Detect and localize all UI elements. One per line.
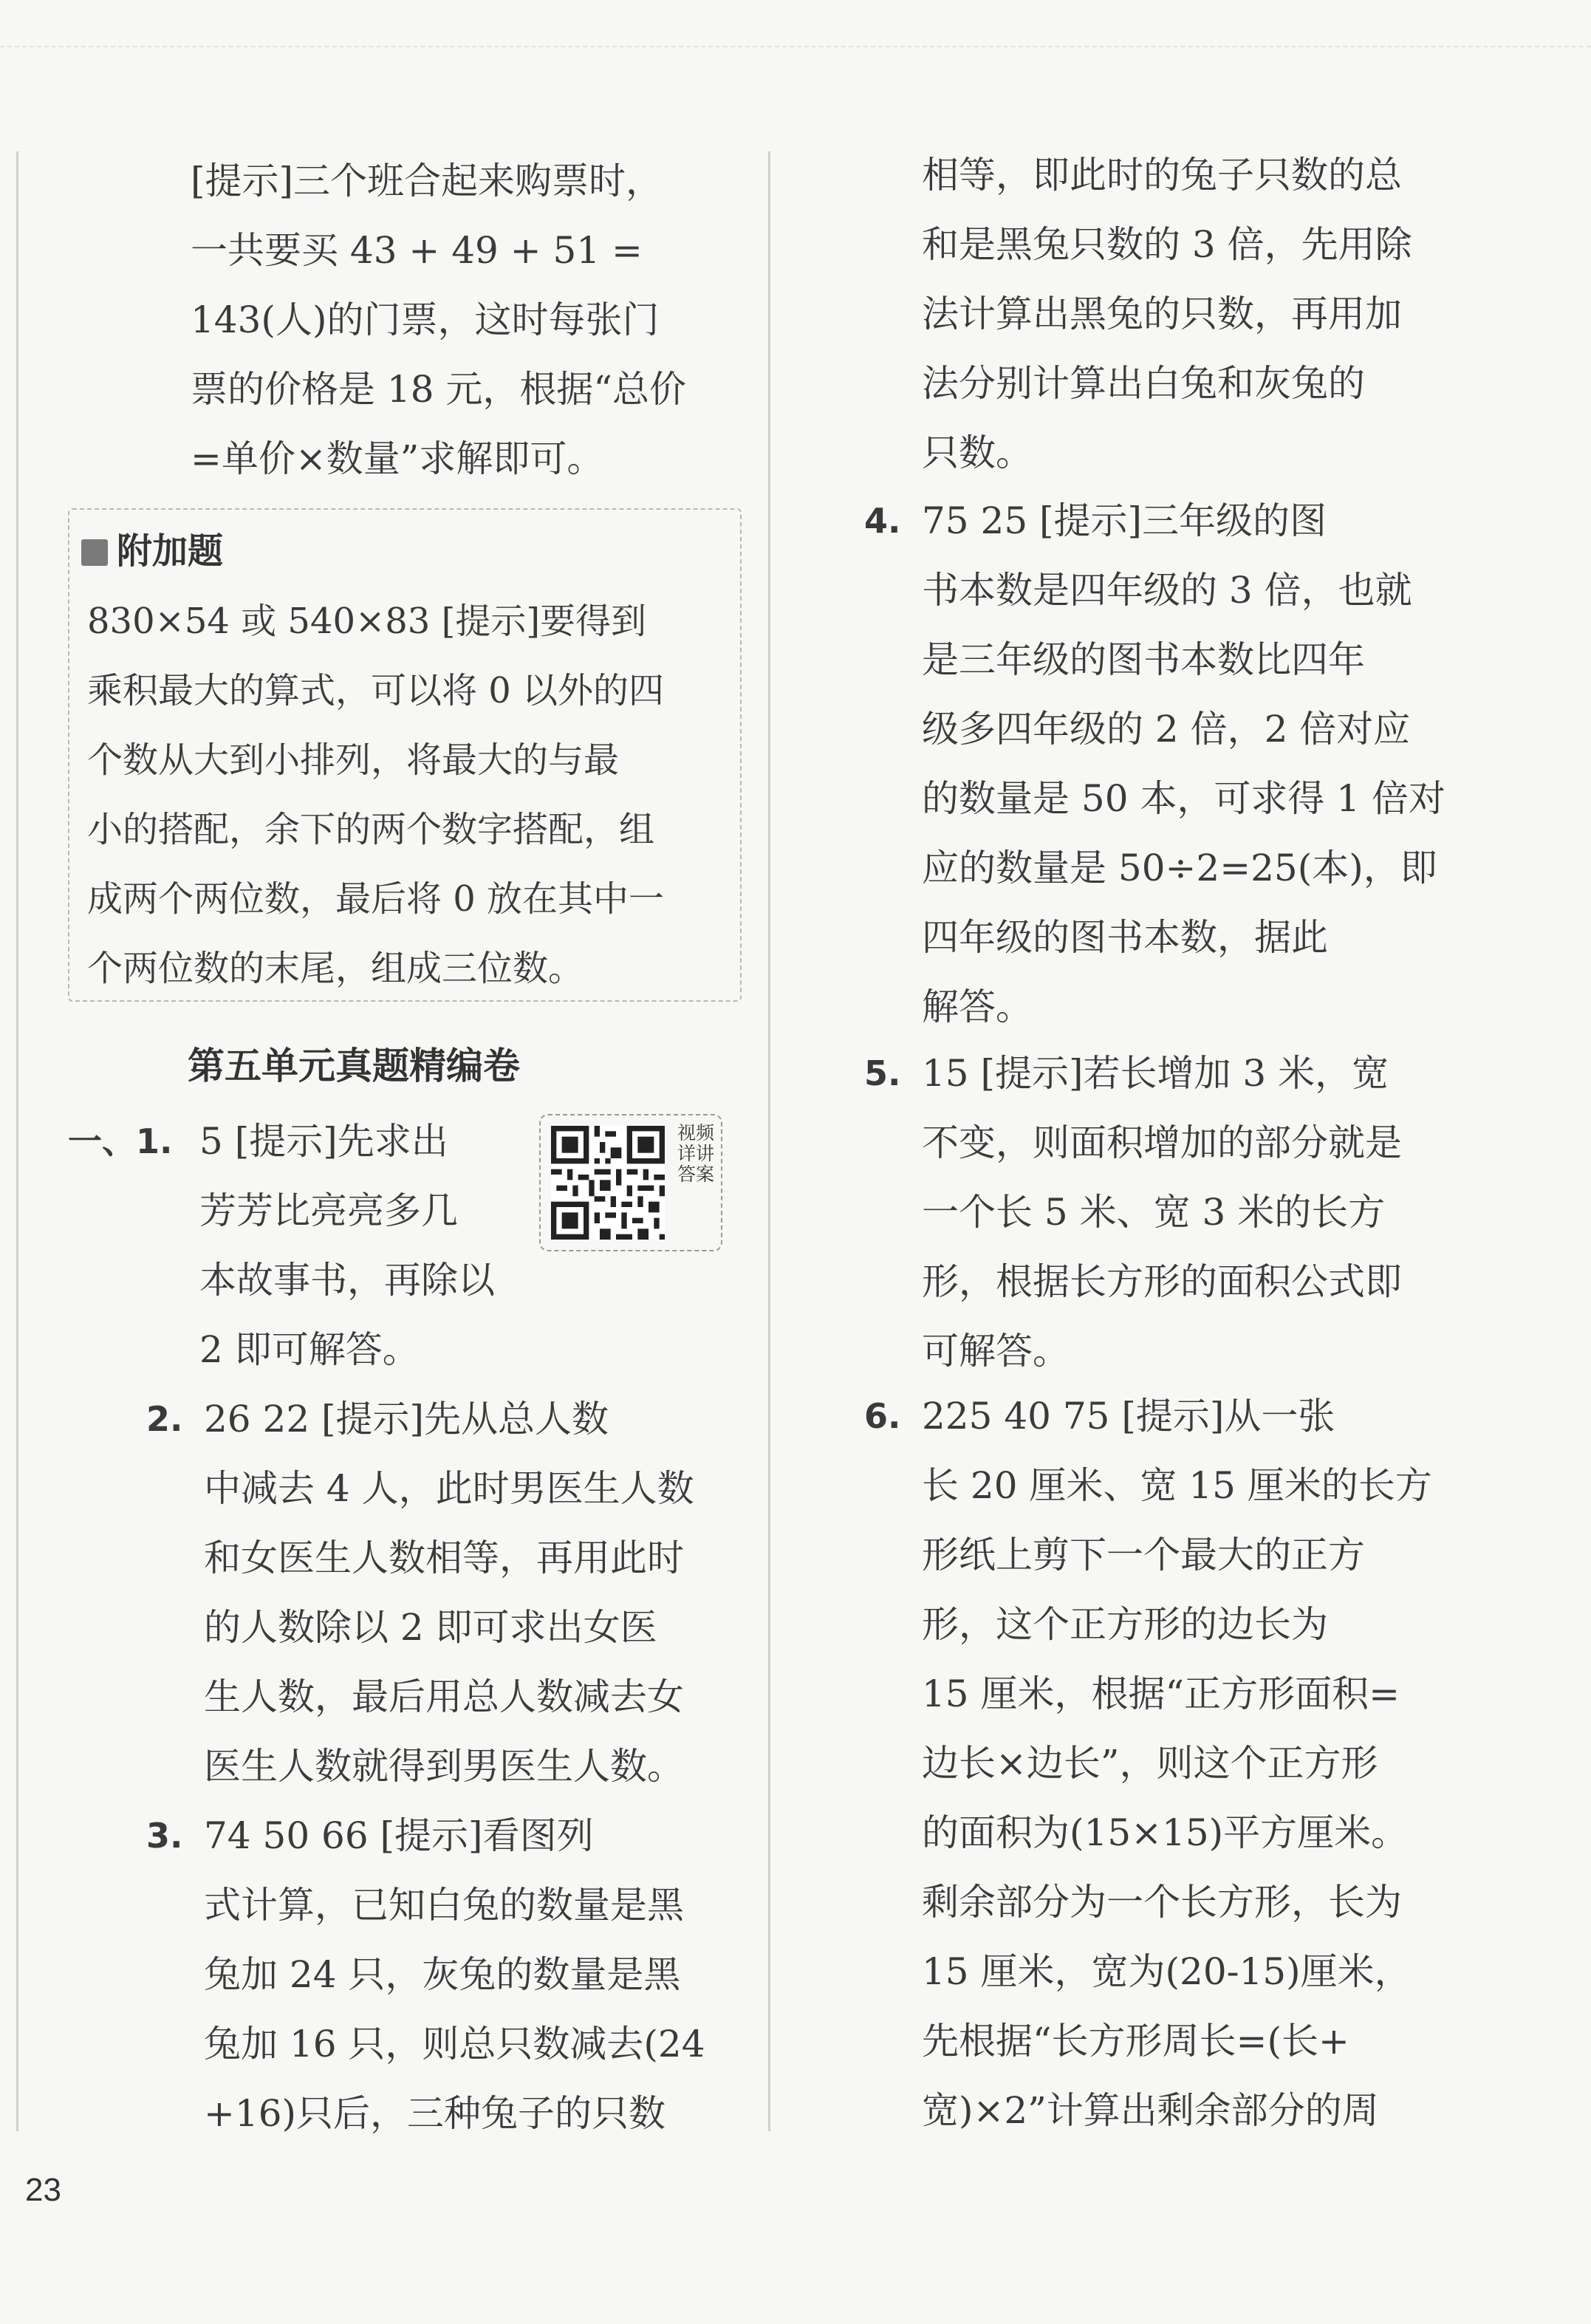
text-line: 四年级的图书本数，据此 [922, 916, 1328, 959]
text-line: 宽)×2”计算出剩余部分的周 [922, 2089, 1379, 2132]
qr-code-icon[interactable] [551, 1126, 665, 1240]
text-line: 一共要买 43 + 49 + 51 = [191, 229, 643, 272]
text-line: 15 [提示]若长增加 3 米，宽 [922, 1052, 1389, 1095]
text-line: 兔加 16 只，则总只数减去(24 [204, 2023, 705, 2065]
bonus-answer [87, 587, 724, 1003]
text-line: 本故事书，再除以 [199, 1259, 495, 1302]
hint-paragraph-top-left [191, 146, 715, 493]
text-line: 一个长 5 米、宽 3 米的长方 [922, 1191, 1386, 1234]
question-label: 3. [146, 1816, 183, 1856]
text-line: 形，根据长方形的面积公式即 [922, 1260, 1402, 1303]
text-line: 兔加 24 只，灰兔的数量是黑 [204, 1953, 681, 1996]
text-line: 15 厘米，宽为(20-15)厘米， [922, 1950, 1412, 1993]
answer-q3 [204, 1801, 733, 2148]
text-line: 剩余部分为一个长方形，长为 [922, 1881, 1402, 1924]
text-line: 式计算，已知白兔的数量是黑 [204, 1884, 684, 1927]
text-line: 和是黑兔只数的 3 倍，先用除 [922, 223, 1412, 266]
text-line: 法分别计算出白兔和灰兔的 [922, 362, 1365, 405]
text-line: 的人数除以 2 即可求出女医 [204, 1606, 657, 1649]
text-line: 书本数是四年级的 3 倍，也就 [922, 569, 1412, 612]
text-line: 26 22 [提示]先从总人数 [204, 1398, 609, 1440]
answer-q4 [922, 486, 1454, 1042]
top-dashed-rule [0, 46, 1591, 47]
text-line: 形纸上剪下一个最大的正方 [922, 1534, 1365, 1576]
question-label: 6. [864, 1396, 901, 1436]
text-line: 的面积为(15×15)平方厘米。 [922, 1811, 1409, 1854]
text-line: 75 25 [提示]三年级的图 [922, 499, 1327, 542]
text-line: 相等，即此时的兔子只数的总 [922, 154, 1402, 196]
text-line: 法计算出黑兔的只数，再用加 [922, 293, 1402, 335]
text-line: 5 [提示]先求出 [199, 1120, 448, 1163]
text-line: 只数。 [922, 431, 1033, 474]
page-number: 23 [25, 2172, 61, 2208]
answer-q5 [922, 1039, 1454, 1386]
text-line: 长 20 厘米、宽 15 厘米的长方 [922, 1464, 1432, 1507]
text-line: 应的数量是 50÷2=25(本)，即 [922, 847, 1437, 889]
text-line: 2 即可解答。 [199, 1328, 420, 1371]
text-line: =单价×数量”求解即可。 [191, 437, 604, 480]
text-line: 边长×边长”，则这个正方形 [922, 1742, 1378, 1785]
text-line: 可解答。 [922, 1330, 1070, 1373]
text-line: 小的搭配，余下的两个数字搭配，组 [87, 809, 655, 850]
text-line: 芳芳比亮亮多几 [199, 1189, 458, 1232]
folder-tab-icon [81, 539, 108, 566]
text-line: +16)只后，三种兔子的只数 [204, 2092, 666, 2135]
text-line: 医生人数就得到男医生人数。 [204, 1745, 684, 1788]
answer-q6 [922, 1381, 1460, 2145]
text-line: 的数量是 50 本，可求得 1 倍对 [922, 777, 1446, 820]
section-title: 第五单元真题精编卷 [188, 1045, 520, 1087]
text-line: 生人数，最后用总人数减去女 [204, 1675, 684, 1718]
answer-q1 [199, 1107, 524, 1384]
text-line: 级多四年级的 2 倍，2 倍对应 [922, 708, 1411, 751]
text-line: 225 40 75 [提示]从一张 [922, 1395, 1335, 1438]
question-label: 2. [146, 1399, 183, 1439]
text-line: 个数从大到小排列，将最大的与最 [87, 739, 620, 781]
hint-paragraph-top-right [922, 140, 1454, 488]
question-label: 一、1. [68, 1121, 173, 1161]
bonus-title: 附加题 [81, 522, 223, 581]
text-line: 乘积最大的算式，可以将 0 以外的四 [87, 670, 665, 711]
column-divider-rule [768, 151, 770, 2131]
text-line: 和女医生人数相等，再用此时 [204, 1537, 684, 1579]
question-label: 5. [864, 1053, 901, 1093]
text-line: 解答。 [922, 985, 1033, 1028]
text-line: 先根据“长方形周长=(长+ [922, 2020, 1349, 2062]
question-label: 4. [864, 501, 901, 541]
text-line: 个两位数的末尾，组成三位数。 [87, 948, 584, 989]
text-line: [提示]三个班合起来购票时， [191, 160, 663, 202]
text-line: 是三年级的图书本数比四年 [922, 638, 1365, 681]
text-line: 成两个两位数，最后将 0 放在其中一 [87, 878, 665, 920]
text-line: 143(人)的门票，这时每张门 [191, 298, 660, 341]
text-line: 形，这个正方形的边长为 [922, 1603, 1328, 1646]
answer-q2 [204, 1384, 733, 1801]
qr-code-box[interactable] [539, 1114, 722, 1251]
qr-caption: 视频详讲答案 [677, 1122, 714, 1185]
text-line: 票的价格是 18 元，根据“总价 [191, 368, 686, 411]
text-line: 15 厘米，根据“正方形面积= [922, 1672, 1400, 1715]
text-line: 830×54 或 540×83 [提示]要得到 [87, 601, 647, 642]
text-line: 74 50 66 [提示]看图列 [204, 1814, 594, 1857]
left-margin-rule [16, 151, 18, 2131]
text-line: 中减去 4 人，此时男医生人数 [204, 1467, 694, 1510]
text-line: 不变，则面积增加的部分就是 [922, 1121, 1402, 1164]
